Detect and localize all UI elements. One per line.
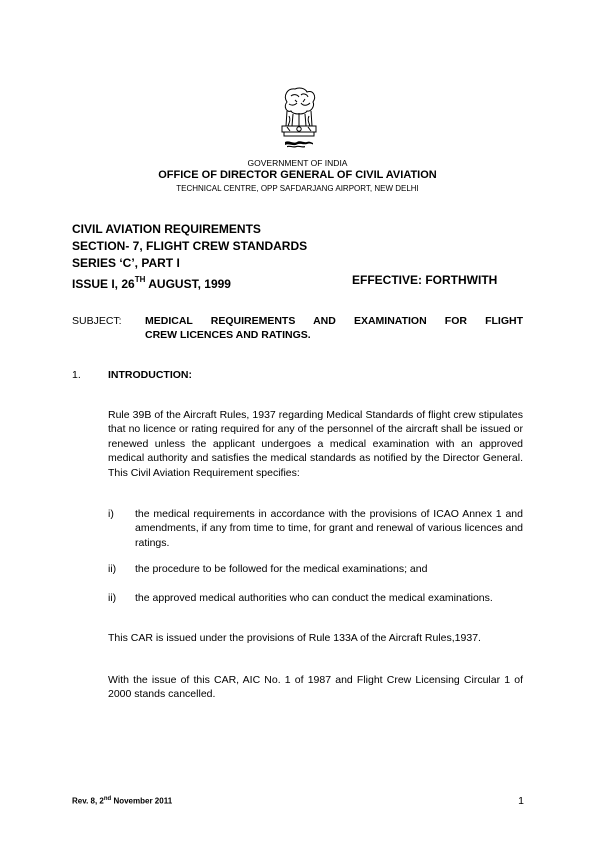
list-marker: ii) <box>108 563 117 575</box>
subject-line-1: MEDICAL REQUIREMENTS AND EXAMINATION FOR FLIGHT <box>145 315 523 327</box>
list-marker: ii) <box>108 592 117 604</box>
subject-text <box>145 314 523 342</box>
list-marker: i) <box>108 508 114 520</box>
office-address: TECHNICAL CENTRE, OPP SAFDARJANG AIRPORT, NEW DELHI <box>176 184 419 193</box>
authority-paragraph: This CAR is issued under the provisions of Rule 133A of the Aircraft Rules,1937. <box>108 632 481 644</box>
revision-note <box>72 796 172 806</box>
section-heading: INTRODUCTION: <box>108 369 192 381</box>
subject-label: SUBJECT: <box>72 315 122 327</box>
doc-section: SECTION- 7, FLIGHT CREW STANDARDS <box>72 239 308 253</box>
list-item: the medical requirements in accordance with the provisions of ICAO Annex 1 and amendments, if any from time to time, for grant and renewal of various licences and ratings. <box>135 508 523 549</box>
section-number: 1. <box>72 369 81 381</box>
subject-line-2: CREW LICENCES AND RATINGS. <box>145 329 311 341</box>
cancellation-paragraph: With the issue of this CAR, AIC No. 1 of 1987 and Flight Crew Licensing Circular 1 of 2000 stands cancelled. <box>108 674 523 701</box>
intro-paragraph: Rule 39B of the Aircraft Rules, 1937 regarding Medical Standards of flight crew stipulates that no licence or rating required for any of the personnel of the aircraft shall be issued or renewed unless the applicant undergoes a medical examination with an approved medical authority and satisfies the medical standards as notified by the Director General. This Civil Aviation Requirement specifies: <box>108 409 523 479</box>
effective-date: EFFECTIVE: FORTHWITH <box>352 273 498 287</box>
government-label: GOVERNMENT OF INDIA <box>247 158 348 168</box>
revision-suffix: November 2011 <box>111 796 173 806</box>
page-number: 1 <box>518 795 524 807</box>
doc-series: SERIES ‘C’, PART I <box>72 256 180 270</box>
issue-superscript: TH <box>134 275 146 284</box>
revision-prefix: Rev. 8, 2 <box>72 796 104 806</box>
list-item: the approved medical authorities who can conduct the medical examinations. <box>135 592 493 604</box>
doc-title: CIVIL AVIATION REQUIREMENTS <box>72 222 261 236</box>
doc-issue <box>72 272 231 293</box>
list-item: the procedure to be followed for the medical examinations; and <box>135 563 428 575</box>
national-emblem-icon <box>275 86 323 152</box>
issue-prefix: ISSUE I, 26 <box>72 277 135 291</box>
issue-suffix: AUGUST, 1999 <box>145 277 231 291</box>
revision-superscript: nd <box>103 796 112 802</box>
office-title: OFFICE OF DIRECTOR GENERAL OF CIVIL AVIATION <box>158 169 437 181</box>
